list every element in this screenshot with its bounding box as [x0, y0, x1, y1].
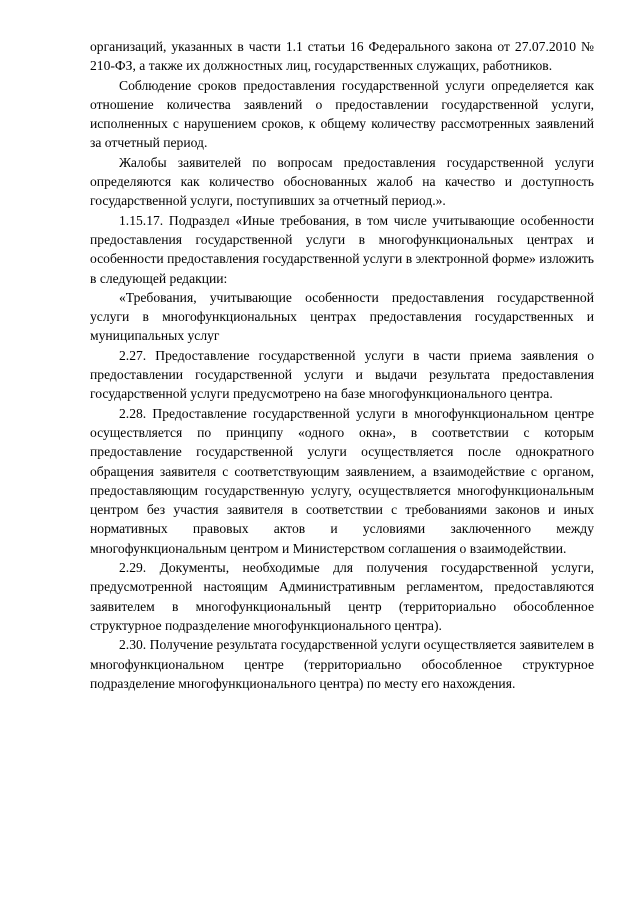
paragraph-deadline-compliance: Соблюдение сроков предоставления государственной услуги определяется как отношение количества заявлений о предоставлении государственной услуги, исполненных с нарушением сроков, к общему количеству рассмотренных заявлений за отчетный период.	[90, 77, 594, 151]
paragraph-1-15-17: 1.15.17. Подраздел «Иные требования, в том числе учитывающие особенности предоставления государственной услуги в многофункциональных центрах и особенности предоставления государственной услуги в электронной форме» изложить в следующей редакции:	[90, 212, 594, 286]
paragraph-complaints: Жалобы заявителей по вопросам предоставления государственной услуги определяются как количество обоснованных жалоб на качество и доступность государственной услуги, поступивших за отчетный период.».	[90, 154, 594, 209]
paragraph-2-28: 2.28. Предоставление государственной услуги в многофункциональном центре осуществляется по принципу «одного окна», в соответствии с которым предоставление государственной услуги осуществляется после однократного обращения заявителя с соответствующим заявлением, а взаимодействие с органом, предоставляющим государственную услугу, осуществляется многофункциональным центром без участия заявителя в соответствии с требованиями законов и иных нормативных правовых актов и условиями заключенного между многофункциональным центром и Министерством соглашения о взаимодействии.	[90, 405, 594, 556]
paragraph-2-27: 2.27. Предоставление государственной услуги в части приема заявления о предоставлении государственной услуги и выдачи результата предоставления государственной услуги предусмотрено на базе многофункционального центра.	[90, 347, 594, 402]
paragraph-continuation: организаций, указанных в части 1.1 статьи 16 Федерального закона от 27.07.2010 № 210-ФЗ, а также их должностных лиц, государственных служащих, работников.	[90, 39, 594, 74]
paragraph-requirements-heading: «Требования, учитывающие особенности предоставления государственной услуги в многофункциональных центрах предоставления государственных и муниципальных услуг	[90, 289, 594, 344]
paragraph-2-30: 2.30. Получение результата государственной услуги осуществляется заявителем в многофункциональном центре (территориально обособленное структурное подразделение многофункционального центра) по месту его нахождения.	[90, 637, 594, 691]
paragraph-2-29: 2.29. Документы, необходимые для получения государственной услуги, предусмотренной настоящим Административным регламентом, предоставляются заявителем в многофункциональный центр (территориально обособленное структурное подразделение многофункционального центра).	[90, 560, 594, 633]
